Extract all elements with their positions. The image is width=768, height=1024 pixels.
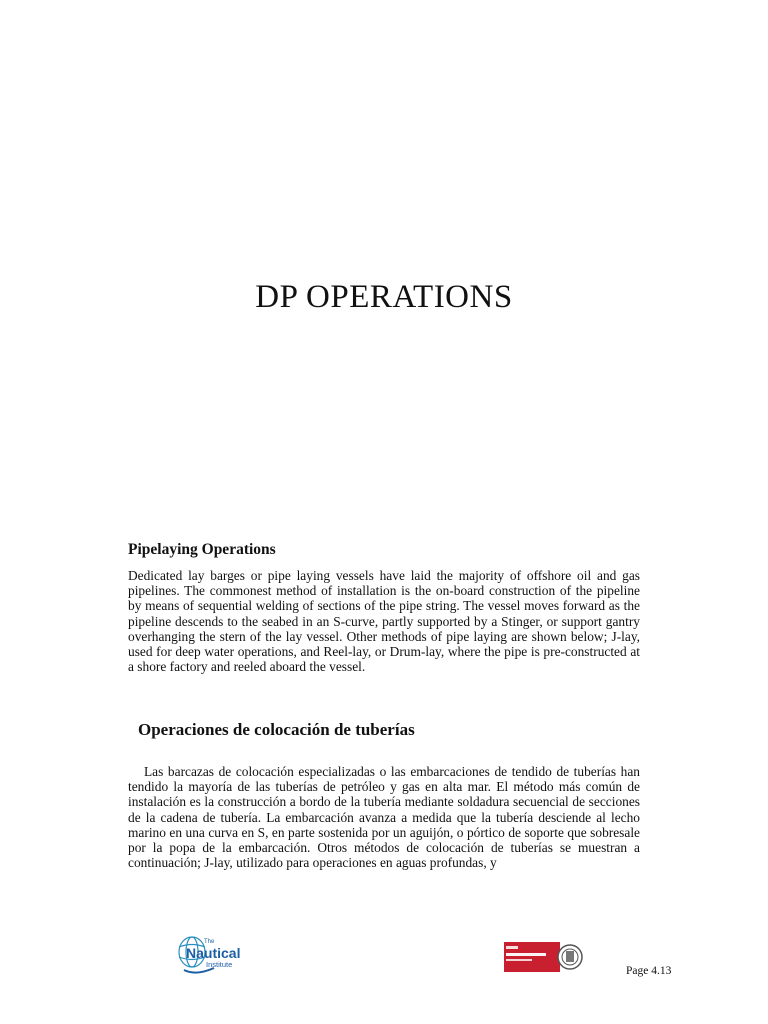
logo-text-nautical: Nautical <box>186 945 241 961</box>
bureau-veritas-logo <box>504 940 584 974</box>
logo-text-the: The <box>204 939 215 945</box>
nautical-institute-logo <box>176 930 266 980</box>
logo-text-institute: Institute <box>206 960 233 969</box>
section-body-en: Dedicated lay barges or pipe laying vessels have laid the majority of offshore oil and gas pipelines. The commonest method of installation is the on-board construction of the pipeline by means of sequential welding of sections of the pipe string. The vessel moves forward as the pipeline descends to the seabed in an S-curve, partly supported by a Stinger, or support gantry overhanging the stern of the lay vessel. Other methods of pipe laying are shown below; J-lay, used for deep water operations, and Reel-lay, or Drum-lay, where the pipe is pre-constructed at a shore factory and reeled aboard the vessel. <box>128 568 640 675</box>
page-number: Page 4.13 <box>626 965 672 977</box>
section-heading-es: Operaciones de colocación de tuberías <box>138 720 415 739</box>
section-heading-en: Pipelaying Operations <box>128 541 276 558</box>
section-body-es: Las barcazas de colocación especializadas o las embarcaciones de tendido de tuberías han tendido la mayoría de las tuberías de petróleo y gas en alta mar. El método más común de instalación es la construcción a bordo de la tubería mediante soldadura secuencial de secciones de la cadena de tubería. La embarcación avanza a medida que la tubería desciende al lecho marino en una curva en S, en parte sostenida por un aguijón, o pórtico de soporte que sobresale por la popa de la embarcación. Otros métodos de colocación de tuberías se muestran a continuación; J-lay, utilizado para operaciones en aguas profundas, y <box>128 764 640 871</box>
page-title: DP OPERATIONS <box>255 279 513 315</box>
